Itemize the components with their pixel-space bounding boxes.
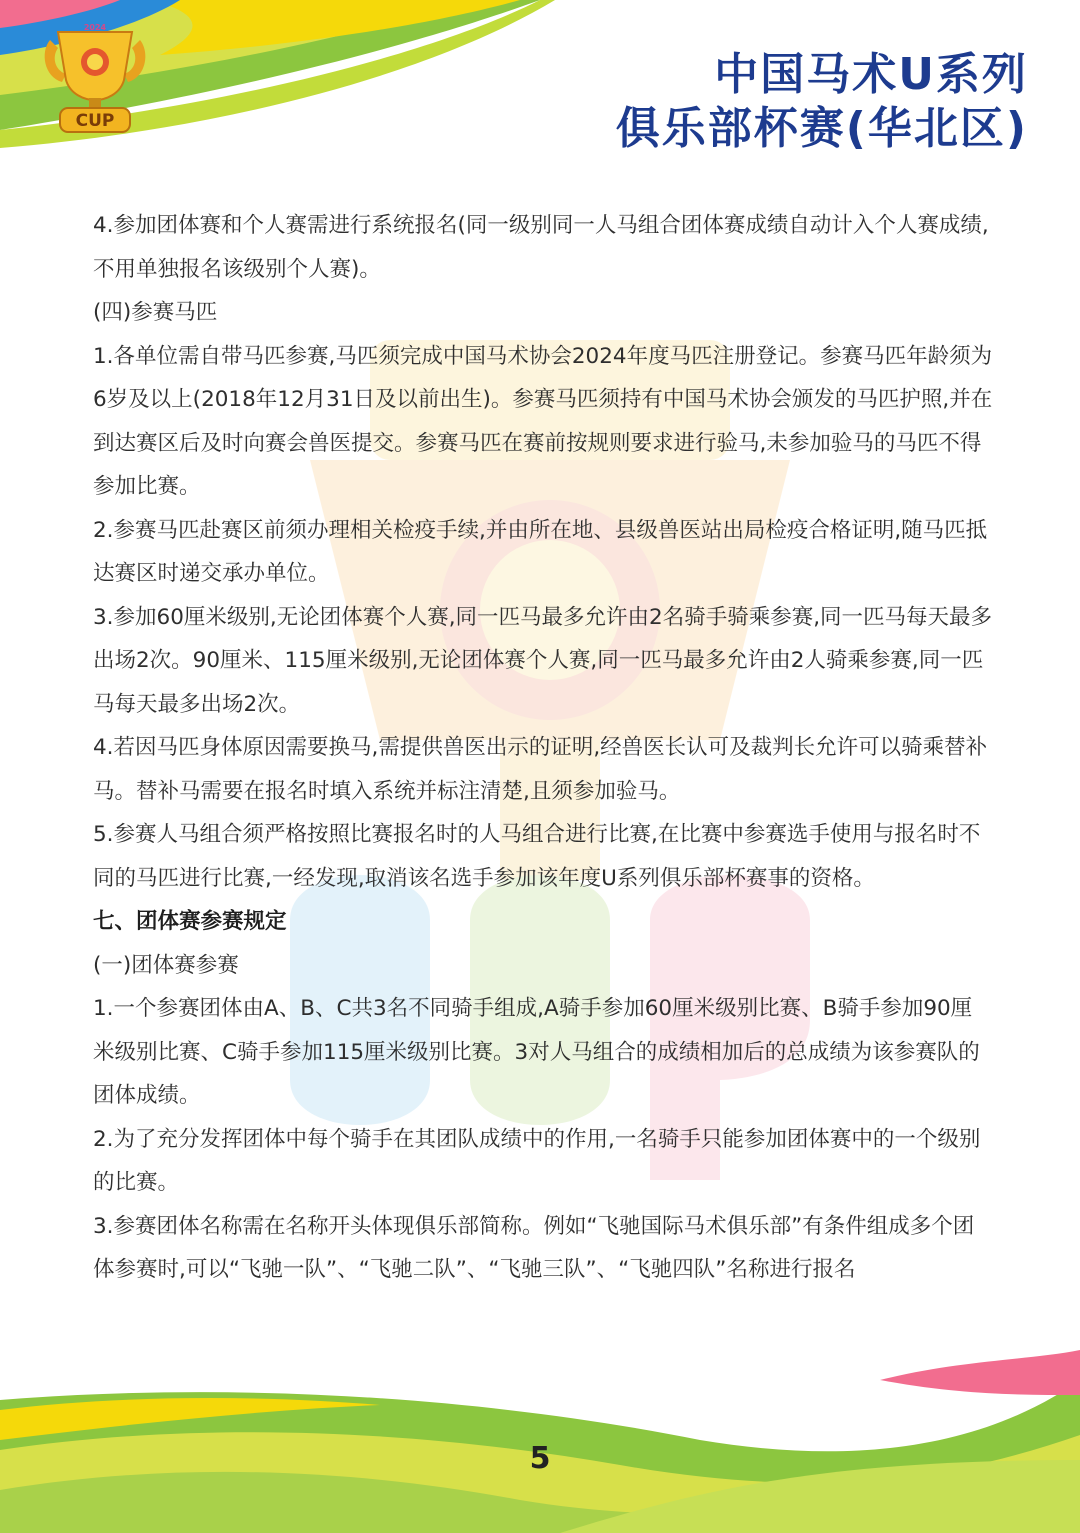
paragraph: 4.参加团体赛和个人赛需进行系统报名(同一级别同一人马组合团体赛成绩自动计入个人赛成绩,不用单独报名该级别个人赛)。 [93,213,989,282]
section-heading: (一)团体赛参赛 [93,952,239,978]
logo-word: CUP [75,111,115,131]
header-title-line1: 中国马术U系列 [714,49,1028,100]
paragraph: 2.参赛马匹赴赛区前须办理相关检疫手续,并由所在地、县级兽医站出局检疫合格证明,随马匹抵达赛区时递交承办单位。 [93,517,988,586]
section-heading: (四)参赛马匹 [93,300,218,325]
bottom-wave-decoration [0,1340,1080,1533]
paragraph: 4.若因马匹身体原因需要换马,需提供兽医出示的证明,经兽医长认可及裁判长允许可以骑乘替补马。替补马需要在报名时填入系统并标注清楚,且须参加验马。 [93,735,988,804]
paragraph: 2.为了充分发挥团体中每个骑手在其团队成绩中的作用,一名骑手只能参加团体赛中的一个级别的比赛。 [93,1126,981,1195]
paragraph: 3.参加60厘米级别,无论团体赛个人赛,同一匹马最多允许由2名骑手骑乘参赛,同一匹马每天最多出场2次。90厘米、115厘米级别,无论团体赛个人赛,同一匹马最多允许由2人骑乘参赛,同一匹马每天最多出场2次。 [93,604,993,717]
paragraph: 1.一个参赛团体由A、B、C共3名不同骑手组成,A骑手参加60厘米级别比赛、B骑手参加90厘米级别比赛、C骑手参加115厘米级别比赛。3对人马组合的成绩相加后的总成绩为该参赛队的团体成绩。 [93,996,980,1108]
chapter-heading: 七、团体赛参赛规定 [93,909,287,934]
page-number: 5 [529,1441,551,1476]
paragraph: 5.参赛人马组合须严格按照比赛报名时的人马组合进行比赛,在比赛中参赛选手使用与报名时不同的马匹进行比赛,一经发现,取消该名选手参加该年度U系列俱乐部杯赛事的资格。 [93,822,981,891]
trophy-cup-logo [40,22,150,134]
paragraph: 1.各单位需自带马匹参赛,马匹须完成中国马术协会2024年度马匹注册登记。参赛马匹年龄须为6岁及以上(2018年12月31日及以前出生)。参赛马匹须持有中国马术协会颁发的马匹护照,并在到达赛区后及时向赛会兽医提交。参赛马匹在赛前按规则要求进行验马,未参加验马的马匹不得参加比赛。 [93,343,993,499]
logo-year: 2024 [83,23,107,32]
header-title [616,48,1028,156]
paragraph: 3.参赛团体名称需在名称开头体现俱乐部简称。例如“飞驰国际马术俱乐部”有条件组成多个团体参赛时,可以“飞驰一队”、“飞驰二队”、“飞驰三队”、“飞驰四队”名称进行报名 [93,1213,975,1282]
header-title-line2: 俱乐部杯赛(华北区) [615,103,1028,154]
document-body [93,204,993,1292]
